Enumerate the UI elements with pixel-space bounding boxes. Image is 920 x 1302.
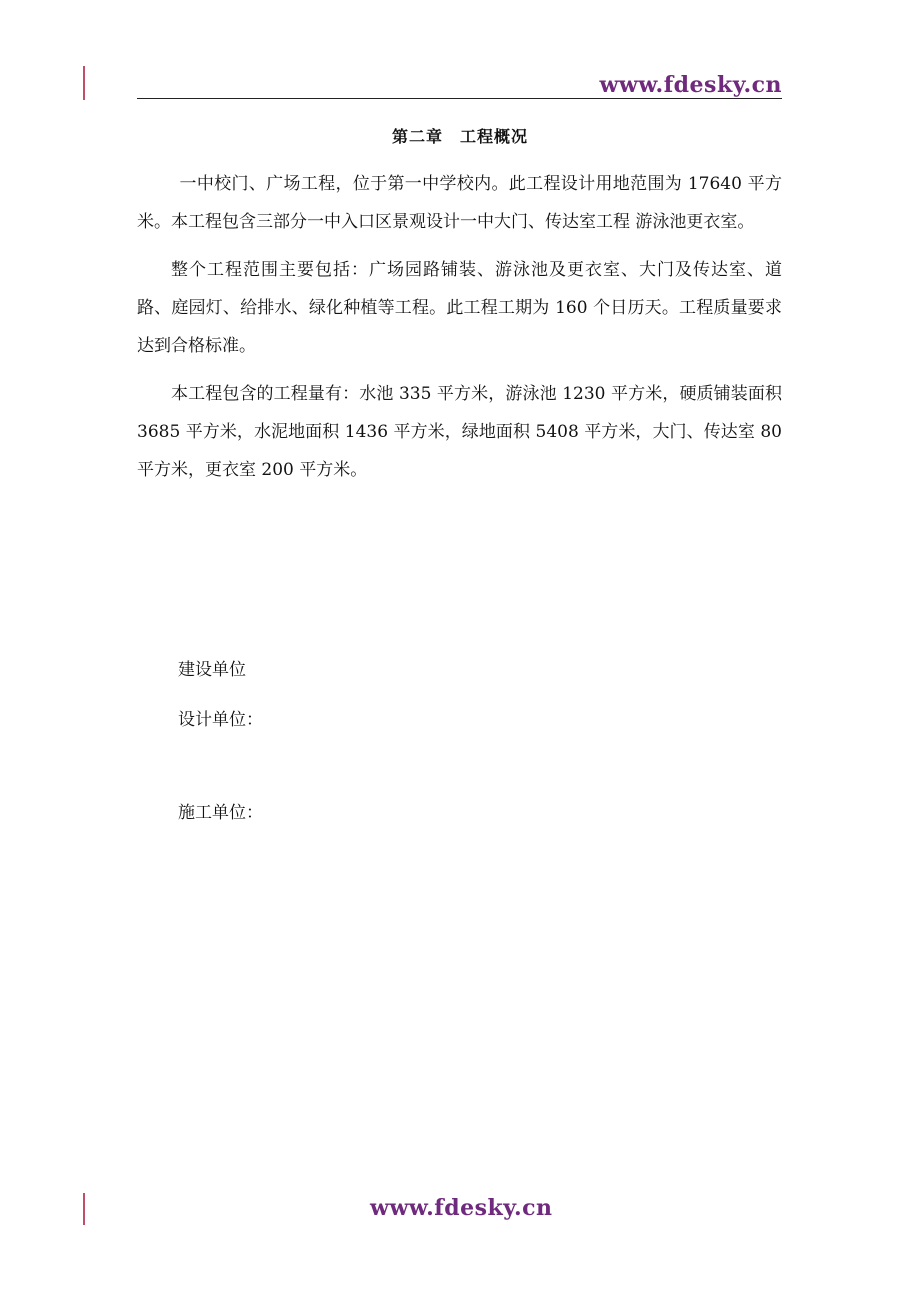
top-margin-mark <box>83 66 85 100</box>
design-unit-label: 设计单位： <box>178 710 263 730</box>
chapter-title: 第二章 工程概况 <box>391 127 528 146</box>
document-body <box>137 165 782 499</box>
header-site-url[interactable]: www.fdesky.cn <box>599 72 782 98</box>
construction-unit-label: 建设单位 <box>178 660 246 680</box>
paragraph-overview: 一中校门、广场工程，位于第一中学校内。此工程设计用地范围为 17640 平方米。本工程包含三部分一中入口区景观设计一中大门、传达室工程 游泳池更衣室。 <box>137 174 782 232</box>
header-rule <box>137 98 782 99</box>
bottom-margin-mark <box>83 1193 85 1225</box>
paragraph-scope: 整个工程范围主要包括：广场园路铺装、游泳池及更衣室、大门及传达室、道路、庭园灯、给排水、绿化种植等工程。此工程工期为 160 个日历天。工程质量要求达到合格标准。 <box>137 260 782 356</box>
paragraph-quantities: 本工程包含的工程量有：水池 335 平方米，游泳池 1230 平方米，硬质铺装面积 3685 平方米，水泥地面积 1436 平方米，绿地面积 5408 平方米，大门、传达室 80 平方米，更衣室 200 平方米。 <box>137 384 782 480</box>
footer-site-url[interactable]: www.fdesky.cn <box>370 1195 553 1221</box>
builder-unit-label: 施工单位： <box>178 803 263 823</box>
